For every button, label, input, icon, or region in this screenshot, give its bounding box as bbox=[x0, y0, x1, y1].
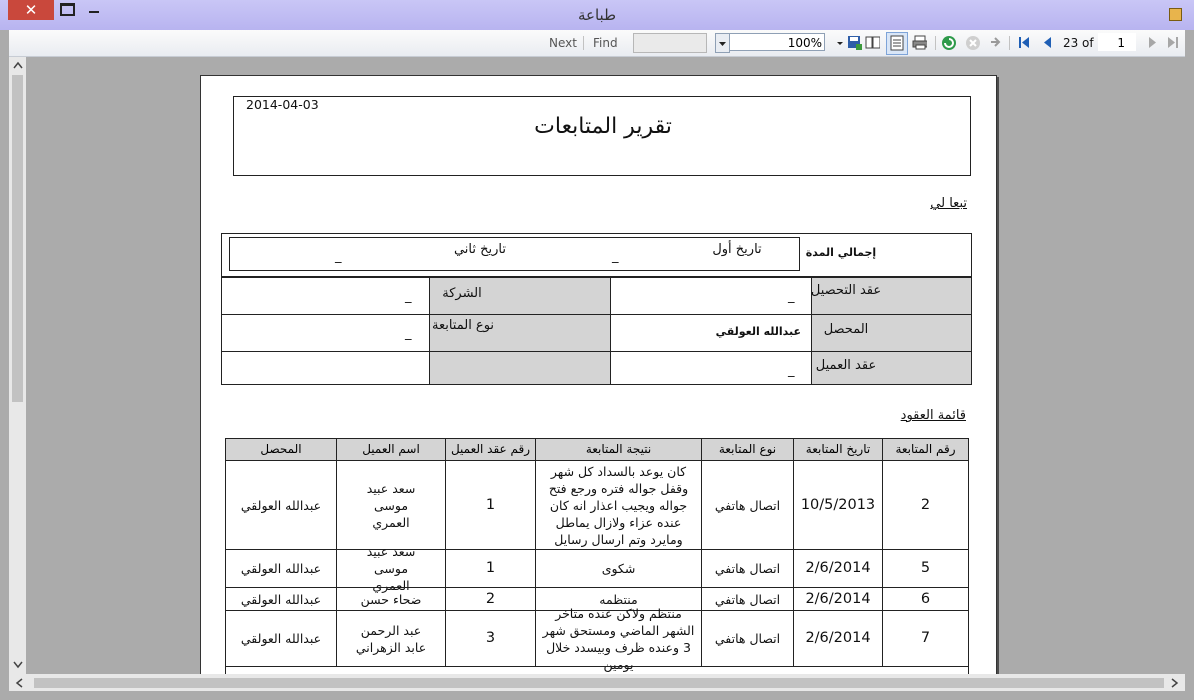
vertical-scroll-thumb[interactable] bbox=[12, 75, 23, 402]
find-input[interactable] bbox=[633, 33, 707, 53]
followup-type-value-cell bbox=[221, 314, 430, 352]
cell-followup-result: منتظم ولاكن عنده متاخر الشهر الماضي ومستحق شهر 3 وعنده ظرف وبيسدد خلال يومين bbox=[535, 610, 702, 667]
cell-collector: عبدالله العولقي bbox=[225, 610, 337, 667]
header-followup-date: تاريخ المتابعة bbox=[793, 438, 883, 461]
first-page-icon[interactable] bbox=[1017, 35, 1032, 50]
document-map-icon[interactable] bbox=[865, 35, 880, 50]
scroll-up-icon[interactable] bbox=[13, 61, 23, 69]
cell-client-name: عبد الرحمن عابد الزهراني bbox=[336, 610, 446, 667]
header-client-contract-no: رقم عقد العميل bbox=[445, 438, 536, 461]
toolbar-separator bbox=[583, 36, 584, 50]
save-icon[interactable] bbox=[847, 35, 862, 50]
date-to-label: تاريخ ثاني bbox=[453, 242, 507, 257]
toolbar-separator bbox=[935, 36, 936, 50]
cell-followup-date: 2/6/2014 bbox=[793, 549, 883, 588]
contracts-list-heading: قائمة العقود bbox=[900, 408, 966, 423]
cell-followup-result: كان يوعد بالسداد كل شهر وقفل جواله فتره ورجع فتح جواله ويجيب اعذار انه كان عنده عزاء ولازال يماطل ومايرد وتم ارسال رسايل bbox=[535, 460, 702, 550]
header-collector: المحصل bbox=[225, 438, 337, 461]
cell-collector: عبدالله العولقي bbox=[225, 587, 337, 611]
zoom-dropdown-button[interactable] bbox=[715, 33, 730, 53]
total-pages: 1 bbox=[1098, 33, 1136, 51]
cell-followup-date: 10/5/2013 bbox=[793, 460, 883, 550]
cell-followup-type: اتصال هاتفي bbox=[701, 549, 794, 588]
company-label: الشركة bbox=[442, 286, 482, 301]
find-button[interactable]: Find bbox=[593, 36, 618, 50]
cell-client-contract-no: 2 bbox=[445, 587, 536, 611]
refresh-icon[interactable] bbox=[941, 35, 956, 50]
cell-client-contract-no: 3 bbox=[445, 610, 536, 667]
report-toolbar bbox=[9, 30, 1185, 57]
cell-followup-date: 2/6/2014 bbox=[793, 587, 883, 611]
cell-client-contract-no: 1 bbox=[445, 549, 536, 588]
cell-client-contract-no: 1 bbox=[445, 460, 536, 550]
cell-client-name: ضحاء حسن bbox=[336, 587, 446, 611]
date-from-label: تاريخ أول bbox=[712, 242, 762, 257]
collector-value: عبدالله العولقي bbox=[715, 325, 801, 338]
empty-grey-cell bbox=[429, 351, 611, 385]
cell-followup-no: 5 bbox=[882, 549, 969, 588]
report-page bbox=[200, 75, 997, 674]
header-client-name: اسم العميل bbox=[336, 438, 446, 461]
report-title: تقرير المتابعات bbox=[534, 114, 672, 139]
header-followup-result: نتيجة المتابعة bbox=[535, 438, 702, 461]
collector-label: المحصل bbox=[823, 322, 869, 337]
last-page-icon[interactable] bbox=[1166, 35, 1181, 50]
cell-followup-date: 2/6/2014 bbox=[793, 610, 883, 667]
horizontal-scrollbar[interactable] bbox=[9, 674, 1185, 691]
scroll-right-icon[interactable] bbox=[1171, 678, 1179, 688]
table-row-partial bbox=[225, 666, 969, 674]
cell-followup-no: 7 bbox=[882, 610, 969, 667]
report-date: 2014-04-03 bbox=[246, 97, 319, 112]
toolbar-separator bbox=[1009, 36, 1010, 50]
page-layout-icon bbox=[887, 33, 907, 54]
date-to-value: _ bbox=[335, 249, 342, 264]
client-contract-value-cell bbox=[610, 351, 812, 385]
followup-type-label: نوع المتابعة bbox=[431, 318, 495, 333]
horizontal-scroll-thumb[interactable] bbox=[34, 678, 1164, 688]
window-title: طباعة bbox=[577, 6, 617, 24]
cell-followup-result: شكوى bbox=[535, 549, 702, 588]
group-heading: تبعا لي bbox=[930, 196, 967, 211]
collection-contract-value: _ bbox=[788, 289, 795, 304]
of-label: of bbox=[1082, 36, 1094, 50]
cell-followup-result: منتظمه bbox=[535, 587, 702, 611]
chevron-down-icon bbox=[716, 34, 729, 52]
close-button[interactable]: ✕ bbox=[8, 0, 54, 20]
title-bar bbox=[0, 0, 1194, 30]
client-contract-label: عقد العميل bbox=[815, 358, 877, 373]
empty-value-cell bbox=[221, 351, 430, 385]
cell-followup-type: اتصال هاتفي bbox=[701, 460, 794, 550]
app-icon bbox=[1169, 8, 1182, 21]
back-arrow-icon[interactable] bbox=[989, 35, 1004, 50]
company-value: _ bbox=[405, 289, 412, 304]
followup-type-value: _ bbox=[405, 326, 412, 341]
client-contract-value: _ bbox=[788, 363, 795, 378]
cell-client-name: سعد عبيد موسى العمري bbox=[336, 549, 446, 588]
zoom-input[interactable]: 100% bbox=[729, 33, 825, 51]
vertical-scrollbar[interactable] bbox=[9, 57, 26, 674]
header-followup-type: نوع المتابعة bbox=[701, 438, 794, 461]
collection-contract-label: عقد التحصيل bbox=[810, 283, 882, 298]
collection-contract-value-cell bbox=[610, 277, 812, 315]
current-page[interactable]: 23 bbox=[1063, 36, 1079, 50]
stop-icon[interactable] bbox=[965, 35, 980, 50]
scroll-down-icon[interactable] bbox=[13, 661, 23, 669]
cell-followup-type: اتصال هاتفي bbox=[701, 587, 794, 611]
print-layout-button[interactable] bbox=[886, 32, 908, 55]
print-icon[interactable] bbox=[912, 35, 927, 50]
report-viewport[interactable] bbox=[26, 57, 1185, 674]
cell-client-name: سعد عبيد موسى العمري bbox=[336, 460, 446, 550]
cell-followup-no: 2 bbox=[882, 460, 969, 550]
cell-followup-type: اتصال هاتفي bbox=[701, 610, 794, 667]
date-from-value: _ bbox=[612, 249, 619, 264]
previous-page-icon[interactable] bbox=[1041, 35, 1056, 50]
cell-collector: عبدالله العولقي bbox=[225, 549, 337, 588]
header-followup-no: رقم المتابعة bbox=[882, 438, 969, 461]
scroll-left-icon[interactable] bbox=[15, 678, 23, 688]
cell-collector: عبدالله العولقي bbox=[225, 460, 337, 550]
next-page-icon[interactable] bbox=[1147, 35, 1162, 50]
cell-followup-no: 6 bbox=[882, 587, 969, 611]
company-value-cell bbox=[221, 277, 430, 315]
period-label: إجمالي المدة bbox=[805, 246, 877, 259]
find-next-button[interactable]: Next bbox=[549, 36, 577, 50]
